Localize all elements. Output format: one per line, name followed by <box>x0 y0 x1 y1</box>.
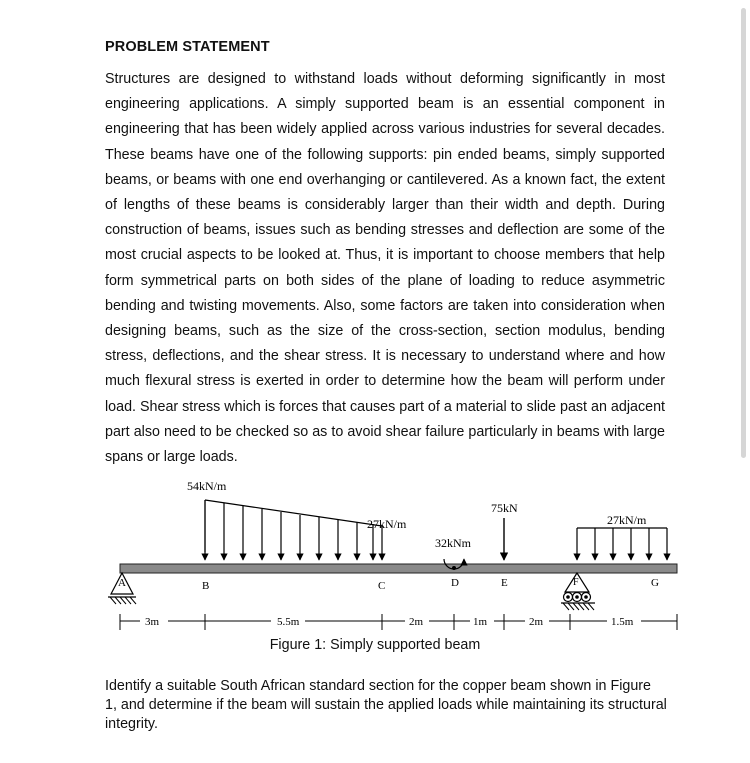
paragraph-line: much flexural stress is exerted in order to determine how the beam will perform under <box>105 373 665 390</box>
point-d-label: D <box>451 577 459 589</box>
dimension-fg: 1.5m <box>611 616 634 628</box>
section-heading: PROBLEM STATEMENT <box>105 39 270 55</box>
paragraph-line: engineering applications. A simply supported beam is an essential component in <box>105 96 665 113</box>
paragraph-line: construction of beams, issues such as bending stresses and deflection are some of the <box>105 222 665 239</box>
point-g-label: G <box>651 577 659 589</box>
dimension-cd: 2m <box>409 616 424 628</box>
task-line: Identify a suitable South African standard section for the copper beam shown in Figure <box>105 678 651 694</box>
task-paragraph <box>105 677 675 734</box>
paragraph-line: beams, or beams with one end overhanging or cantilevered. As a known fact, the extent <box>105 171 665 188</box>
udl-left-end-label: 27kN/m <box>367 517 407 531</box>
problem-paragraph <box>105 67 665 470</box>
paragraph-line: stress, deflections, and the shear stress. It is necessary to understand where and how <box>105 348 665 365</box>
point-e-label: E <box>501 577 508 589</box>
point-load-label: 75kN <box>491 501 518 515</box>
task-line: 1, and determine if the beam will sustain the applied loads while maintaining its structural <box>105 697 667 713</box>
udl-left-start-label: 54kN/m <box>187 479 227 493</box>
udl-right-label: 27kN/m <box>607 513 647 527</box>
task-line: integrity. <box>105 716 158 732</box>
udl-left <box>205 500 382 560</box>
beam-figure <box>105 476 685 636</box>
point-f-label: F <box>573 577 579 588</box>
dimension-bc: 5.5m <box>277 616 300 628</box>
paragraph-line: load. Shear stress which is forces that causes part of a material to slide past an adjacent <box>105 398 665 415</box>
udl-right <box>577 528 667 560</box>
point-c-label: C <box>378 580 386 592</box>
figure-caption: Figure 1: Simply supported beam <box>269 637 481 653</box>
point-a-label: A <box>118 577 126 589</box>
dimension-line <box>120 614 677 630</box>
paragraph-line: of lengths of these beams is considerably larger than their width and depth. During <box>105 197 665 214</box>
paragraph-line: form symmetrical parts on both sides of the plane of loading to reduce asymmetric <box>105 272 665 289</box>
dimension-de: 1m <box>473 616 488 628</box>
paragraph-line: designing beams, such as the size of the cross-section, section modulus, bending <box>105 323 665 340</box>
paragraph-line: Structures are designed to withstand loads without deforming significantly in most <box>105 71 665 87</box>
paragraph-line: bending and twisting movements. Also, some factors are taken into consideration when <box>105 297 665 314</box>
paragraph-line: engineering that has been widely applied across various industries for several decades. <box>105 121 665 138</box>
moment-label: 32kNm <box>435 536 471 550</box>
paragraph-line: spans or large loads. <box>105 449 238 466</box>
paragraph-line: most crucial aspects to be looked at. Thus, it is important to choose members that help <box>105 247 665 264</box>
scrollbar[interactable] <box>741 8 746 458</box>
dimension-ef: 2m <box>529 616 544 628</box>
paragraph-line: part also need to be checked so as to avoid shear failure particularly in beams with large <box>105 423 665 440</box>
paragraph-line: These beams have one of the following supports: pin ended beams, simply supported <box>105 146 665 163</box>
beam <box>120 564 677 573</box>
dimension-ab: 3m <box>145 616 160 628</box>
point-b-label: B <box>202 580 210 592</box>
